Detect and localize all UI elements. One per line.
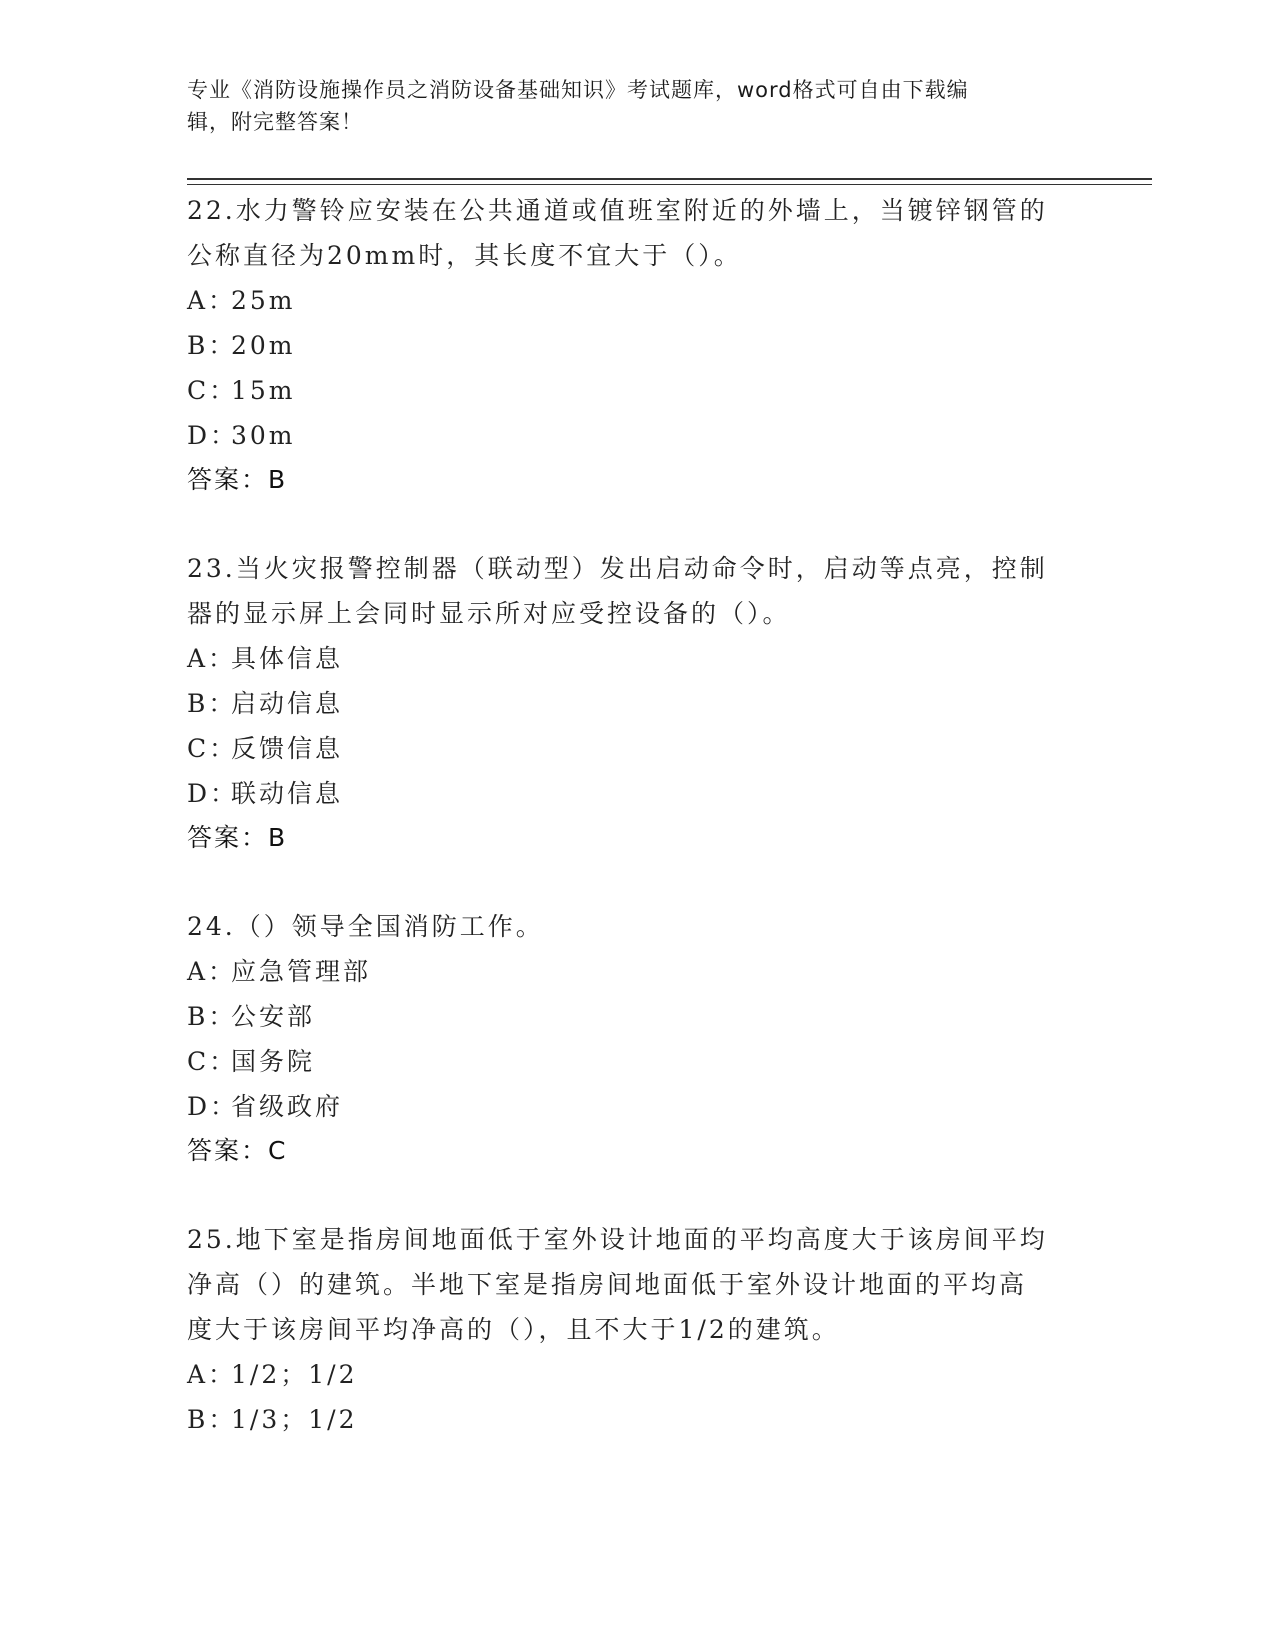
- option-d: [187, 771, 1087, 816]
- option-key: A：: [187, 644, 237, 673]
- question-stem-line: 净高（）的建筑。半地下室是指房间地面低于室外设计地面的平均高: [187, 1270, 1028, 1299]
- option-text: 省级政府: [231, 1092, 344, 1121]
- option-a: [187, 278, 1087, 323]
- option-b: [187, 1397, 1087, 1442]
- answer-line: 答案：B: [187, 823, 288, 852]
- question-stem-line: 度大于该房间平均净高的（），且不大于1/2的建筑。: [187, 1315, 840, 1344]
- question-spacer: [187, 502, 1087, 546]
- option-c: [187, 1039, 1087, 1084]
- question-spacer: [187, 1173, 1087, 1217]
- question-stem-line: 25.地下室是指房间地面低于室外设计地面的平均高度大于该房间平均: [187, 1225, 1048, 1254]
- option-key: C：: [187, 376, 238, 405]
- option-d: [187, 413, 1087, 458]
- option-text: 20m: [231, 331, 296, 360]
- question-23: [187, 546, 1087, 860]
- question-25: [187, 1217, 1087, 1442]
- question-spacer: [187, 860, 1087, 904]
- option-text: 公安部: [231, 1002, 316, 1031]
- option-key: A：: [187, 286, 237, 315]
- option-a: [187, 636, 1087, 681]
- option-key: D：: [187, 779, 239, 808]
- option-key: C：: [187, 1047, 238, 1076]
- option-key: B：: [187, 331, 237, 360]
- option-text: 1/3；1/2: [231, 1405, 358, 1434]
- option-text: 30m: [231, 421, 296, 450]
- option-a: [187, 949, 1087, 994]
- header-rule-thick: [187, 178, 1152, 180]
- option-key: C：: [187, 734, 238, 763]
- option-c: [187, 726, 1087, 771]
- option-key: B：: [187, 689, 237, 718]
- option-text: 1/2；1/2: [231, 1360, 358, 1389]
- question-stem-line: 24.（）领导全国消防工作。: [187, 912, 544, 941]
- option-key: A：: [187, 1360, 237, 1389]
- option-key: B：: [187, 1002, 237, 1031]
- question-stem-line: 23.当火灾报警控制器（联动型）发出启动命令时，启动等点亮，控制: [187, 554, 1048, 583]
- option-text: 国务院: [231, 1047, 316, 1076]
- question-stem-line: 器的显示屏上会同时显示所对应受控设备的（）。: [187, 599, 791, 628]
- option-a: [187, 1352, 1087, 1397]
- question-22: [187, 188, 1087, 502]
- option-key: B：: [187, 1405, 237, 1434]
- option-text: 反馈信息: [231, 734, 344, 763]
- question-stem-line: 公称直径为20mm时，其长度不宜大于（）。: [187, 241, 742, 270]
- option-c: [187, 368, 1087, 413]
- document-header: [187, 74, 1067, 138]
- option-text: 应急管理部: [231, 957, 372, 986]
- option-text: 具体信息: [231, 644, 344, 673]
- question-24: [187, 904, 1087, 1173]
- option-key: A：: [187, 957, 237, 986]
- option-d: [187, 1084, 1087, 1129]
- option-key: D：: [187, 421, 239, 450]
- header-rule-thin: [187, 184, 1152, 185]
- answer-line: 答案：C: [187, 1136, 288, 1165]
- answer-line: 答案：B: [187, 465, 288, 494]
- header-line-2: 辑，附完整答案！: [187, 110, 363, 134]
- header-line-1: 专业《消防设施操作员之消防设备基础知识》考试题库，word格式可自由下载编: [187, 78, 969, 102]
- option-text: 启动信息: [231, 689, 344, 718]
- question-list: [187, 188, 1087, 1442]
- question-stem-line: 22.水力警铃应安装在公共通道或值班室附近的外墙上，当镀锌钢管的: [187, 196, 1048, 225]
- option-b: [187, 994, 1087, 1039]
- option-b: [187, 681, 1087, 726]
- option-text: 联动信息: [231, 779, 344, 808]
- option-text: 25m: [231, 286, 296, 315]
- option-text: 15m: [231, 376, 296, 405]
- option-key: D：: [187, 1092, 239, 1121]
- option-b: [187, 323, 1087, 368]
